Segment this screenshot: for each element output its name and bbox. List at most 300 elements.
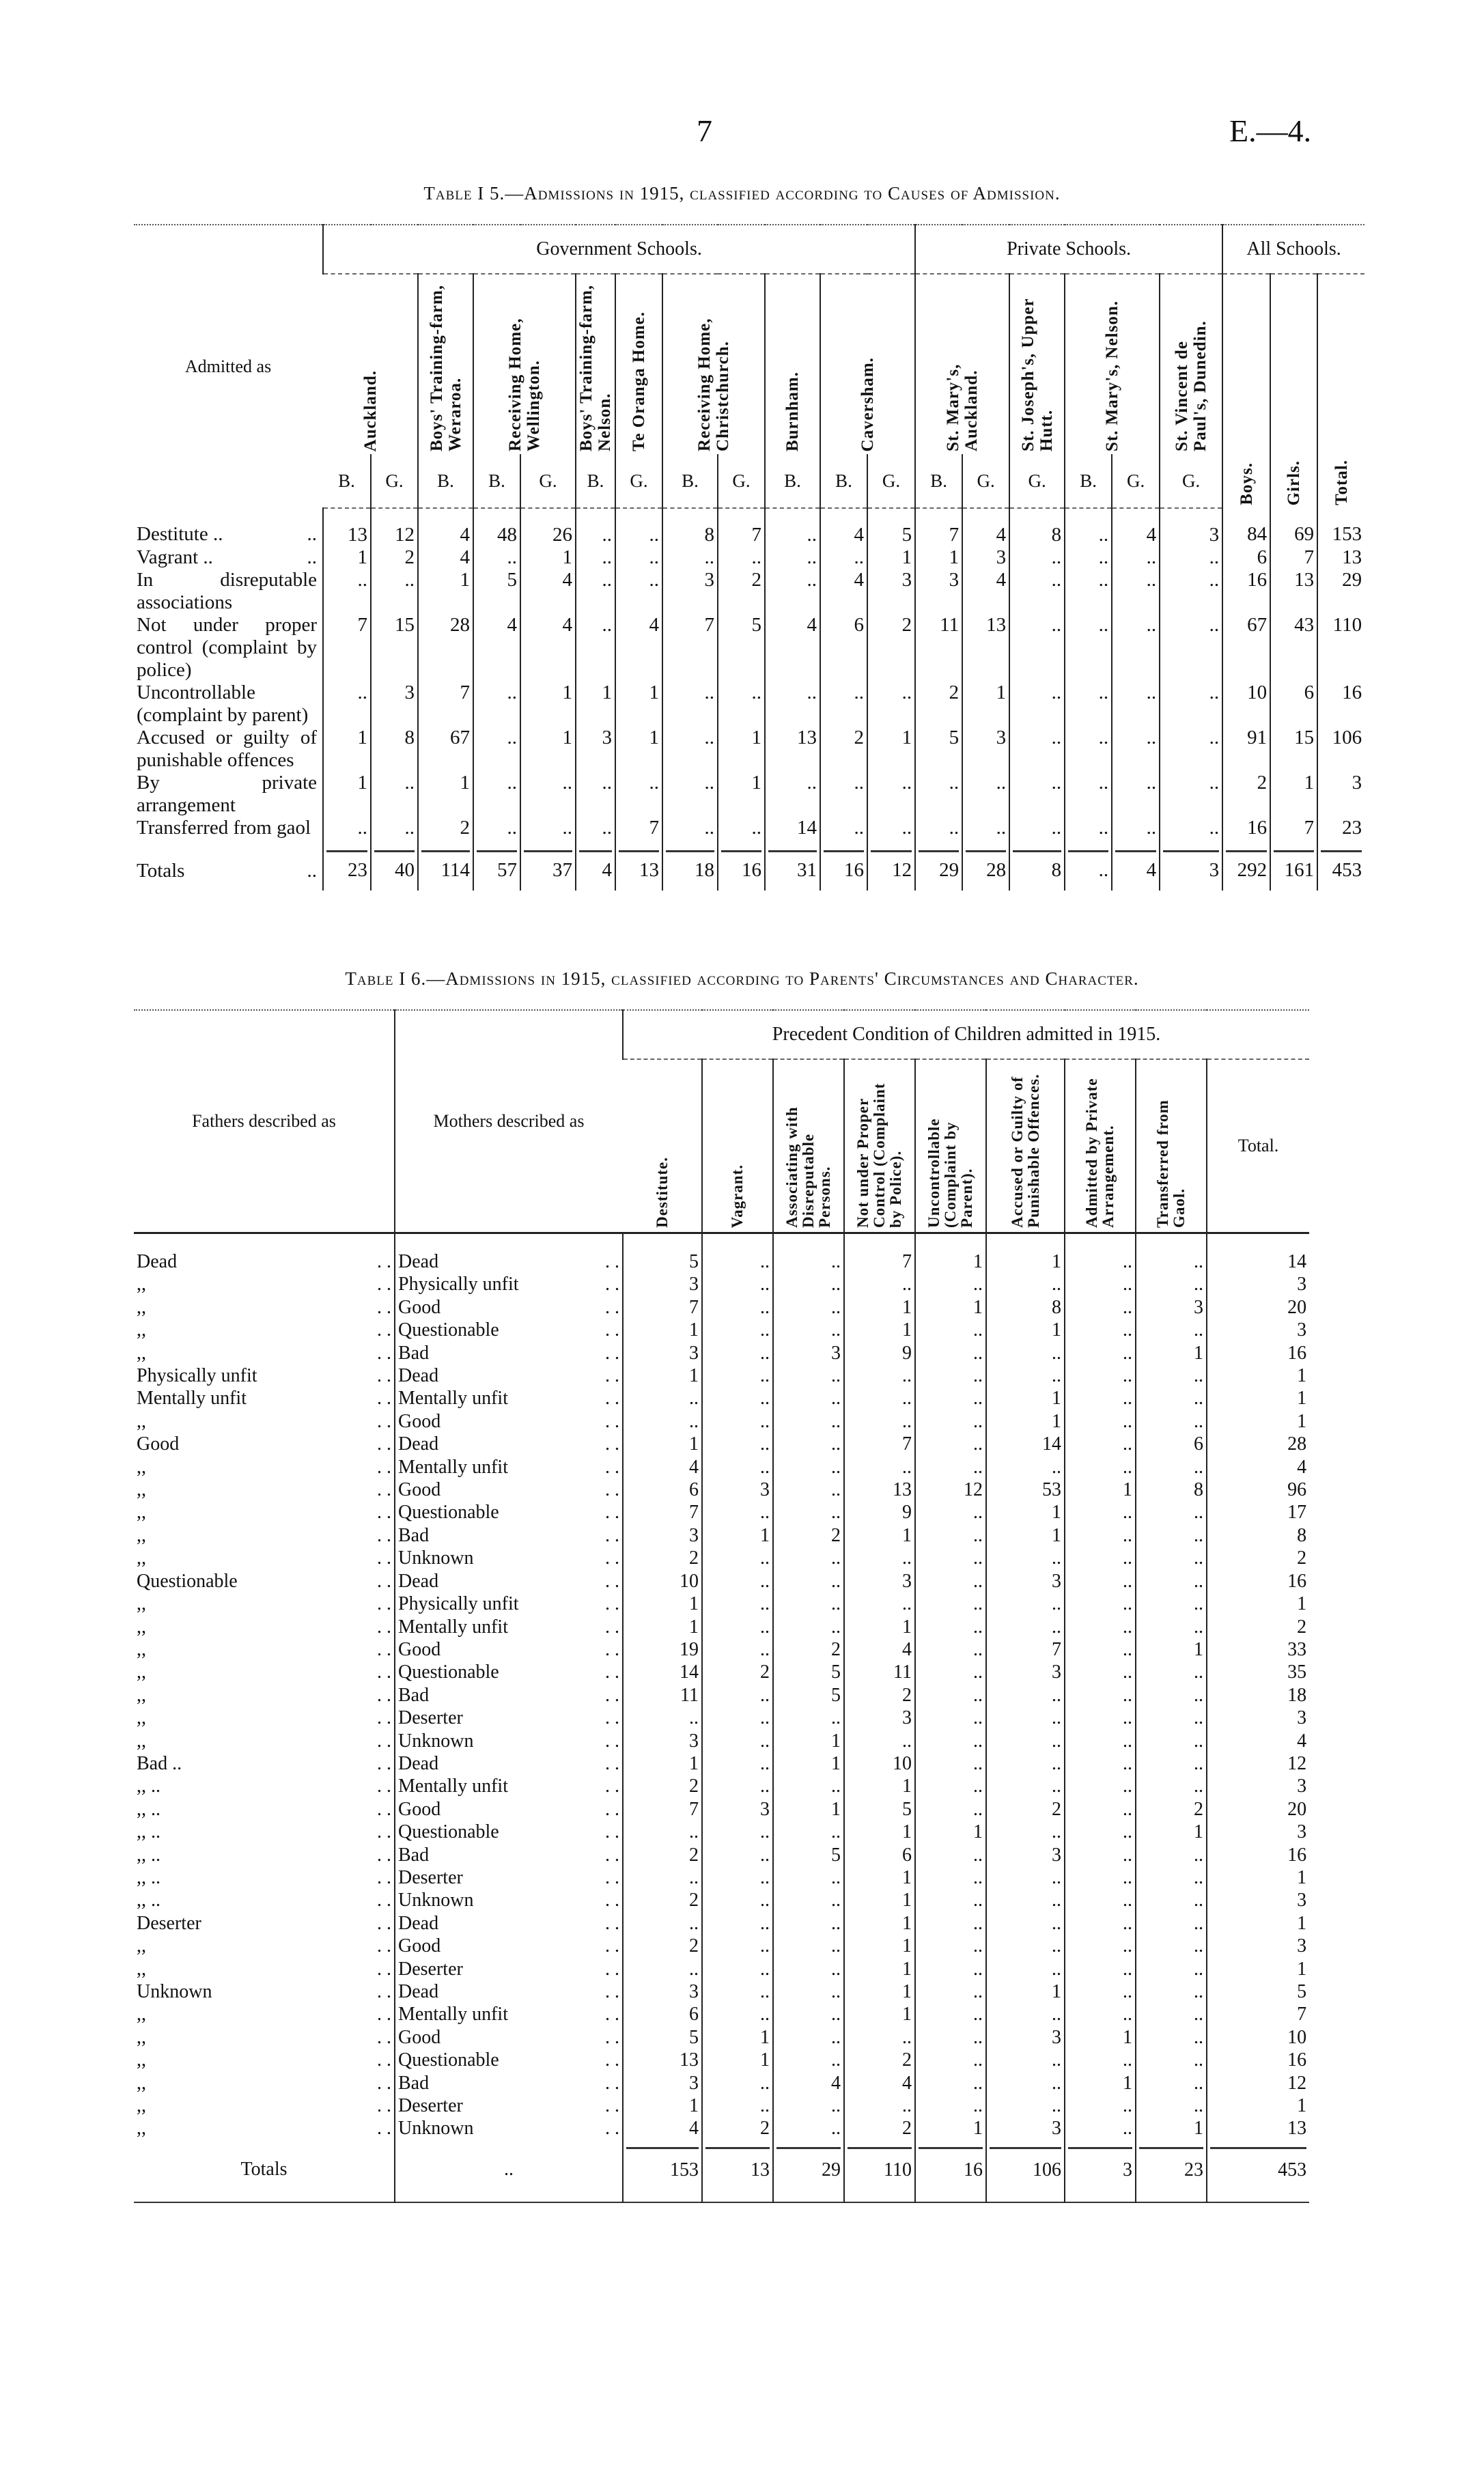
cell-value: ..: [807, 524, 817, 546]
table-cell: [371, 727, 418, 772]
table-cell: ..: [986, 1821, 1065, 1843]
institution-name: Receiving Home, Christchurch.: [695, 318, 732, 451]
table-cell: 16: [1207, 2049, 1309, 2071]
cell-value: 5: [507, 569, 517, 591]
cell-value: ..: [602, 772, 612, 794]
mother-cell: [395, 1433, 623, 1455]
father-cell: [134, 1752, 395, 1775]
table-cell: [1112, 682, 1160, 727]
condition-header: [986, 1059, 1065, 1233]
cell-value: 161: [1274, 850, 1314, 882]
table-cell: [418, 839, 473, 891]
cell-value: ..: [704, 727, 714, 748]
table-cell: [1270, 772, 1317, 817]
table-cell: [718, 817, 765, 839]
cell-value: 16: [1247, 569, 1268, 591]
table-cell: 2: [773, 1638, 844, 1661]
cell-value: ..: [602, 817, 612, 839]
mother-label: Questionable: [398, 2049, 499, 2071]
cell-value: ..: [1146, 614, 1157, 636]
father-label: ,,: [137, 1935, 146, 1957]
table-cell: [962, 817, 1009, 839]
table-cell: ..: [702, 1433, 773, 1455]
table-cell: ..: [773, 1935, 844, 1957]
table-cell: ..: [773, 1410, 844, 1433]
leader-dots: . .: [605, 1502, 619, 1524]
cell-value: ..: [507, 546, 517, 568]
condition-label: Transferred from Gaol.: [1154, 1099, 1188, 1228]
table-cell: 14: [1207, 1233, 1309, 1274]
cell-value: 48: [497, 524, 517, 546]
table-cell: 1: [1207, 1866, 1309, 1889]
table-cell: [662, 569, 718, 614]
table-cell: [1222, 727, 1270, 772]
cell-value: 3: [1163, 850, 1219, 882]
table-row: [134, 614, 1364, 682]
table-cell: [576, 817, 615, 839]
table-cell: [1317, 614, 1364, 682]
table-cell: 14: [986, 1433, 1065, 1455]
table-cell: 1: [1136, 1638, 1207, 1661]
cell-value: 1: [602, 682, 612, 703]
father-label: ,,: [137, 1730, 146, 1752]
father-label: ,, ..: [137, 1844, 160, 1866]
father-cell: [134, 2094, 395, 2117]
cell-value: ..: [854, 682, 864, 703]
cell-value: 1: [901, 727, 912, 748]
table-cell: ..: [702, 1775, 773, 1797]
table-cell: ..: [702, 2003, 773, 2025]
table-cell: ..: [1065, 1730, 1136, 1752]
cell-value: 6: [854, 614, 864, 636]
table-cell: ..: [844, 1730, 915, 1752]
table-cell: [1112, 727, 1160, 772]
cell-value: 40: [374, 850, 415, 882]
table-row: [134, 1684, 1309, 1707]
table-cell: ..: [702, 1570, 773, 1593]
mother-label: Questionable: [398, 1821, 499, 1843]
table-cell: [418, 817, 473, 839]
table-cell: [371, 614, 418, 682]
table-cell: [473, 839, 520, 891]
table-cell: ..: [986, 2003, 1065, 2025]
table-cell: [520, 727, 576, 772]
mother-cell: [395, 1684, 623, 1707]
table-cell: ..: [773, 1478, 844, 1501]
leader-dots: . .: [377, 1388, 391, 1410]
table-cell: ..: [773, 1775, 844, 1797]
table-row: [134, 1524, 1309, 1547]
table-cell: ..: [1065, 1980, 1136, 2003]
table-cell: [1317, 682, 1364, 727]
father-label: ,, ..: [137, 1890, 160, 1911]
table-cell: ..: [1065, 1273, 1136, 1295]
table-cell: 1: [844, 1866, 915, 1889]
table-cell: ..: [1065, 1433, 1136, 1455]
table-cell: ..: [773, 1296, 844, 1319]
father-label: ,,: [137, 1296, 146, 1318]
mother-cell: [395, 1342, 623, 1364]
table-cell: 53: [986, 1478, 1065, 1501]
leader-dots: . .: [605, 1798, 619, 1820]
cell-value: 4: [460, 524, 470, 546]
table-cell: ..: [702, 1319, 773, 1341]
table-cell: [867, 508, 915, 546]
cell-value: 292: [1226, 850, 1267, 882]
table-cell: 3: [623, 2072, 702, 2094]
table-cell: [1065, 839, 1112, 891]
table-cell: [1009, 682, 1065, 727]
mother-cell: [395, 2072, 623, 2094]
table-cell: [867, 839, 915, 891]
table-cell: ..: [1065, 2049, 1136, 2071]
cell-value: 7: [357, 614, 367, 636]
cell-value: 110: [848, 2147, 912, 2181]
row-label: [134, 682, 323, 727]
table-cell: [576, 772, 615, 817]
row-label-text: Uncontrollable (complaint by parent): [137, 682, 309, 726]
father-label: Dead: [137, 1251, 178, 1272]
cell-value: 69: [1294, 523, 1315, 545]
table-cell: [718, 772, 765, 817]
total-header-label: Total.: [1237, 1136, 1279, 1155]
table-row: [134, 1821, 1309, 1843]
table-cell: 96: [1207, 1478, 1309, 1501]
table-cell: ..: [986, 2049, 1065, 2071]
father-label: ,,: [137, 1456, 146, 1478]
table-cell: ..: [773, 1889, 844, 1911]
table-cell: 12: [1207, 2072, 1309, 2094]
mother-label: Good: [398, 2026, 441, 2048]
table-cell: ..: [915, 1364, 986, 1387]
table-cell: [1317, 727, 1364, 772]
table-cell: 1: [844, 1319, 915, 1341]
table-row: [134, 1547, 1309, 1569]
table-cell: [323, 727, 371, 772]
mother-label: Physically unfit: [398, 1593, 519, 1615]
leader-dots: . .: [377, 1821, 391, 1843]
table-cell: ..: [1136, 1456, 1207, 1478]
table-cell: [576, 569, 615, 614]
table-cell: 5: [623, 2026, 702, 2049]
table-cell: ..: [915, 2003, 986, 2025]
table-cell: ..: [1136, 2049, 1207, 2071]
table-cell: [520, 682, 576, 727]
table-cell: ..: [844, 1410, 915, 1433]
table-row: [134, 1752, 1309, 1775]
leader-dots: . .: [377, 1570, 391, 1592]
table-cell: [520, 772, 576, 817]
table-cell: ..: [1065, 1912, 1136, 1935]
table-cell: 1: [773, 1730, 844, 1752]
table-cell: ..: [915, 1570, 986, 1593]
table-cell: [867, 727, 915, 772]
cell-value: ..: [357, 569, 367, 591]
table-cell: ..: [915, 1547, 986, 1569]
table-cell: ..: [1136, 1593, 1207, 1615]
table-cell: ..: [986, 1752, 1065, 1775]
father-cell: [134, 1798, 395, 1821]
table-cell: [615, 546, 662, 569]
page-reference: E.—4.: [1229, 113, 1312, 148]
leader-dots: . .: [605, 1730, 619, 1752]
table-cell: ..: [915, 2049, 986, 2071]
father-cell: [134, 1524, 395, 1547]
table-cell: [323, 682, 371, 727]
cell-value: ..: [704, 682, 714, 703]
cell-value: 8: [1051, 524, 1062, 546]
mother-cell: [395, 1707, 623, 1729]
cell-value: ..: [704, 772, 714, 794]
table-cell: ..: [1136, 2072, 1207, 2094]
table-cell: [520, 839, 576, 891]
table-cell: 3: [1136, 1296, 1207, 1319]
sex-label: G.: [1009, 454, 1065, 508]
cell-value: 1: [357, 772, 367, 794]
cell-value: 13: [1294, 569, 1315, 591]
father-cell: [134, 2117, 395, 2140]
institution-header: [1009, 274, 1065, 454]
table-cell: [915, 546, 962, 569]
cell-value: 3: [404, 682, 415, 703]
table-cell: ..: [915, 1433, 986, 1455]
table-cell: 2: [702, 2117, 773, 2140]
father-cell: [134, 1296, 395, 1319]
leader-dots: . .: [377, 1456, 391, 1478]
cell-value: 2: [460, 817, 470, 839]
table-cell: 3: [986, 2117, 1065, 2140]
table-cell: 1: [844, 1912, 915, 1935]
table-cell: 1: [844, 1980, 915, 2003]
table-cell: ..: [702, 1958, 773, 1980]
father-cell: [134, 1889, 395, 1911]
cell-value: 7: [649, 817, 659, 839]
cell-value: ..: [1098, 682, 1109, 703]
cell-value: ..: [404, 772, 415, 794]
table-cell: [773, 2140, 844, 2202]
cell-value: ..: [751, 546, 761, 568]
cell-value: 13: [1342, 546, 1362, 568]
table-cell: ..: [1065, 1661, 1136, 1683]
table-cell: ..: [915, 1661, 986, 1683]
table-i6-admissions-by-parents: [134, 1009, 1309, 2203]
table-cell: 17: [1207, 1501, 1309, 1524]
cell-value: 31: [768, 850, 817, 882]
totals-leader: [395, 2140, 623, 2202]
mother-label: Dead: [398, 1752, 439, 1774]
table-cell: ..: [915, 1616, 986, 1638]
table-cell: [765, 546, 820, 569]
table-row: [134, 1342, 1309, 1364]
table-cell: [1112, 839, 1160, 891]
cell-value: 7: [949, 524, 960, 546]
cell-value: ..: [1098, 727, 1109, 748]
table-cell: [1222, 817, 1270, 839]
institution-header: [615, 274, 662, 454]
table-cell: [1160, 839, 1222, 891]
table-cell: 10: [1207, 2026, 1309, 2049]
table-cell: 1: [844, 1889, 915, 1911]
table-cell: 5: [773, 1684, 844, 1707]
father-cell: [134, 1501, 395, 1524]
father-label: ,,: [137, 2049, 146, 2071]
table-cell: [867, 546, 915, 569]
father-cell: [134, 2049, 395, 2071]
mother-cell: [395, 1593, 623, 1615]
cell-value: ..: [704, 817, 714, 839]
cell-value: 3: [602, 727, 612, 748]
table-cell: ..: [1065, 1410, 1136, 1433]
table-row: [134, 1798, 1309, 1821]
institution-header: [473, 274, 576, 454]
table-cell: ..: [986, 1958, 1065, 1980]
table-cell: ..: [1136, 1707, 1207, 1729]
table-cell: ..: [773, 1958, 844, 1980]
table-cell: ..: [1065, 1958, 1136, 1980]
table-cell: ..: [702, 1821, 773, 1843]
table-cell: [867, 569, 915, 614]
institution-name: Boys' Training-farm, Weraroa.: [427, 284, 464, 451]
mother-cell: [395, 2049, 623, 2071]
cell-value: 3: [996, 546, 1007, 568]
table-cell: 3: [1207, 1707, 1309, 1729]
page-number: 7: [697, 113, 712, 148]
cell-value: 8: [1013, 850, 1061, 882]
father-label: ,,: [137, 2004, 146, 2025]
table-cell: ..: [702, 1410, 773, 1433]
table-cell: [1270, 817, 1317, 839]
table-cell: 3: [623, 1524, 702, 1547]
table-cell: [820, 569, 867, 614]
cell-value: 57: [477, 850, 517, 882]
table-cell: [1160, 508, 1222, 546]
table-cell: [662, 772, 718, 817]
cell-value: 4: [507, 614, 517, 636]
table-cell: 7: [844, 1433, 915, 1455]
mother-label: Deserter: [398, 1958, 463, 1980]
table-cell: ..: [915, 1958, 986, 1980]
cell-value: ..: [1098, 524, 1109, 546]
table-cell: [418, 727, 473, 772]
table-cell: [820, 839, 867, 891]
cell-value: 13: [797, 727, 817, 748]
cell-value: 3: [901, 569, 912, 591]
condition-header: [702, 1059, 773, 1233]
table-cell: 1: [844, 1524, 915, 1547]
table-cell: [615, 817, 662, 839]
mother-label: Dead: [398, 1433, 439, 1455]
table-cell: ..: [623, 1912, 702, 1935]
table-cell: ..: [702, 1980, 773, 2003]
table-cell: ..: [773, 2117, 844, 2140]
leader-dots: . .: [605, 1661, 619, 1683]
father-cell: [134, 1319, 395, 1341]
leader-dots: . .: [377, 1274, 391, 1295]
table-cell: [323, 839, 371, 891]
table-cell: ..: [844, 2094, 915, 2117]
table-cell: 8: [986, 1296, 1065, 1319]
cell-value: ..: [1068, 850, 1108, 882]
table-cell: ..: [702, 1273, 773, 1295]
cell-value: ..: [949, 772, 960, 794]
cell-value: 1: [1304, 772, 1315, 794]
table-cell: [418, 682, 473, 727]
table-cell: [1222, 839, 1270, 891]
cell-value: ..: [404, 569, 415, 591]
cell-value: ..: [1146, 546, 1157, 568]
table-cell: 7: [1207, 2003, 1309, 2025]
leader-dots: . .: [377, 1524, 391, 1546]
table-cell: [718, 839, 765, 891]
condition-header: [623, 1059, 702, 1233]
all-schools-label: Boys.: [1237, 462, 1256, 505]
table-row: [134, 1319, 1309, 1341]
table-cell: ..: [1136, 1616, 1207, 1638]
table-row: [134, 1661, 1309, 1683]
table-cell: 3: [1207, 1821, 1309, 1843]
table-cell: 14: [623, 1661, 702, 1683]
cell-value: ..: [1209, 727, 1220, 748]
table-cell: [1270, 839, 1317, 891]
table-row: [134, 1958, 1309, 1980]
table-cell: ..: [844, 1387, 915, 1410]
table-i6-title: Table I 6.—Admissions in 1915, classified according to Parents' Circumstances and Character.: [345, 968, 1139, 989]
table-cell: 6: [844, 1844, 915, 1866]
cell-value: ..: [602, 569, 612, 591]
table-cell: ..: [915, 1524, 986, 1547]
table-cell: ..: [773, 2094, 844, 2117]
sex-label: G.: [371, 454, 418, 508]
table-cell: [962, 614, 1009, 682]
table-row: [134, 1638, 1309, 1661]
leader-dots: ..: [307, 546, 317, 568]
table-cell: [1317, 772, 1364, 817]
leader-dots: . .: [377, 2026, 391, 2048]
table-cell: [371, 546, 418, 569]
father-label: ,,: [137, 1410, 146, 1432]
table-cell: ..: [1065, 1501, 1136, 1524]
table-cell: ..: [1065, 1707, 1136, 1729]
cell-value: 153: [626, 2147, 699, 2181]
table-cell: ..: [773, 1593, 844, 1615]
table-cell: [371, 839, 418, 891]
cell-value: 7: [460, 682, 470, 703]
table-cell: ..: [1065, 2094, 1136, 2117]
table-cell: 6: [623, 1478, 702, 1501]
table-cell: [702, 2140, 773, 2202]
table-cell: 1: [1136, 1342, 1207, 1364]
cell-value: ..: [901, 817, 912, 839]
table-cell: 2: [844, 2049, 915, 2071]
leader-dots: . .: [605, 1776, 619, 1797]
institution-header: [915, 274, 1009, 454]
table-cell: [615, 508, 662, 546]
table-cell: 13: [844, 1478, 915, 1501]
all-schools-label: Total.: [1332, 460, 1351, 505]
table-cell: ..: [1136, 1866, 1207, 1889]
cell-value: 2: [949, 682, 960, 703]
cell-value: 2: [901, 614, 912, 636]
table-cell: 2: [986, 1798, 1065, 1821]
institution-name: Burnham.: [783, 371, 802, 451]
table-cell: 3: [623, 1730, 702, 1752]
father-label: ,,: [137, 1524, 146, 1546]
cell-value: ..: [507, 817, 517, 839]
table-cell: [662, 614, 718, 682]
leader-dots: . .: [377, 1251, 391, 1272]
table-cell: [765, 682, 820, 727]
table-cell: ..: [773, 1364, 844, 1387]
